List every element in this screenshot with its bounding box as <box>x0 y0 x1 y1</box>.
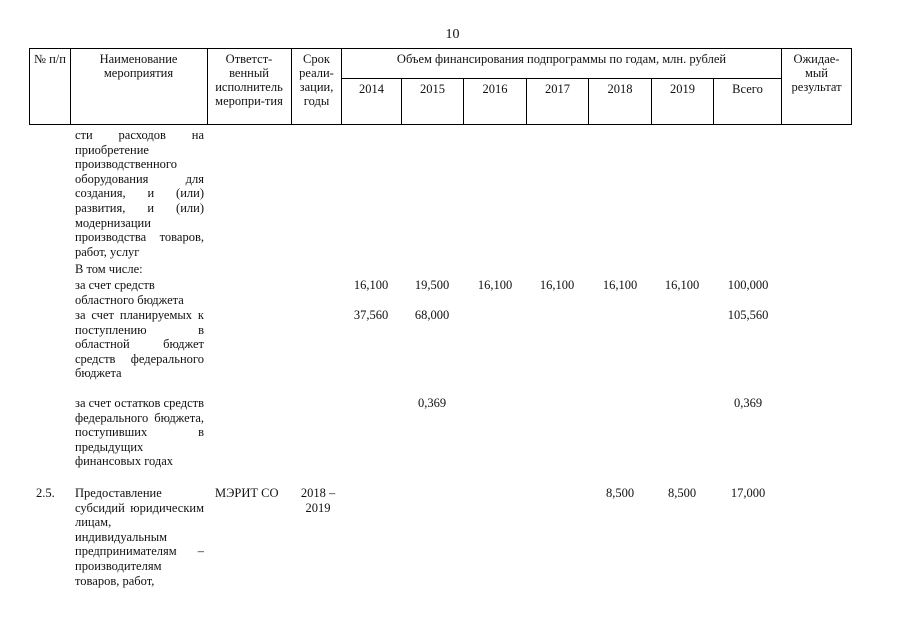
header-name: Наименование мероприятия <box>99 52 178 80</box>
item-number: 2.5. <box>36 486 55 500</box>
regional-2015: 19,500 <box>414 278 450 292</box>
header-term: Срок реали-зации, годы <box>299 52 334 108</box>
item-2019: 8,500 <box>667 486 697 500</box>
header-year-2015: 2015 <box>420 82 445 96</box>
federal-remaining-total: 0,369 <box>733 396 763 410</box>
header-year-2018: 2018 <box>607 82 633 96</box>
header-result: Ожидае-мый результат <box>791 52 842 94</box>
header-year-2014: 2014 <box>359 82 384 96</box>
item-term: 2018 – 2019 <box>300 486 336 515</box>
header-year-2019: 2019 <box>670 82 695 96</box>
regional-2019: 16,100 <box>664 278 700 292</box>
item-2018: 8,500 <box>605 486 635 500</box>
federal-planned-total: 105,560 <box>727 308 769 322</box>
regional-2018: 16,100 <box>602 278 638 292</box>
regional-2017: 16,100 <box>539 278 575 292</box>
header-year-2017: 2017 <box>545 82 570 96</box>
federal-planned-2015: 68,000 <box>414 308 450 322</box>
regional-2016: 16,100 <box>477 278 513 292</box>
page-number: 10 <box>445 27 460 42</box>
header-year-2016: 2016 <box>482 82 508 96</box>
item-responsible: МЭРИТ СО <box>215 486 279 500</box>
federal-planned-2014: 37,560 <box>353 308 389 322</box>
header-financing: Объем финансирования подпрограммы по годам, млн. рублей <box>396 52 727 66</box>
regional-budget-label: за счет средств областного бюджета <box>75 278 184 307</box>
item-text: Предоставление субсидий юридическим лицам, индивидуальным предпринимателям – производителям товаров, работ, <box>75 486 204 588</box>
including-label: В том числе: <box>75 262 143 276</box>
item-total: 17,000 <box>730 486 766 500</box>
regional-total: 100,000 <box>727 278 769 292</box>
federal-remaining-2015: 0,369 <box>417 396 447 410</box>
federal-remaining-label: за счет остатков средств федерального бюджета, поступивших в предыдущих финансовых годах <box>75 396 204 469</box>
regional-2014: 16,100 <box>353 278 389 292</box>
federal-planned-label: за счет планируемых к поступлению в областной бюджет средств федерального бюджета <box>75 308 204 381</box>
header-num: № п/п <box>34 52 66 66</box>
continuation-text: сти расходов на приобретение производственного оборудования для создания, и (или) развития, и (или) модернизации производства товаров, работ, услуг <box>75 128 204 259</box>
header-total: Всего <box>732 82 763 96</box>
header-responsible: Ответст-венный исполнитель меропри-тия <box>215 52 283 108</box>
